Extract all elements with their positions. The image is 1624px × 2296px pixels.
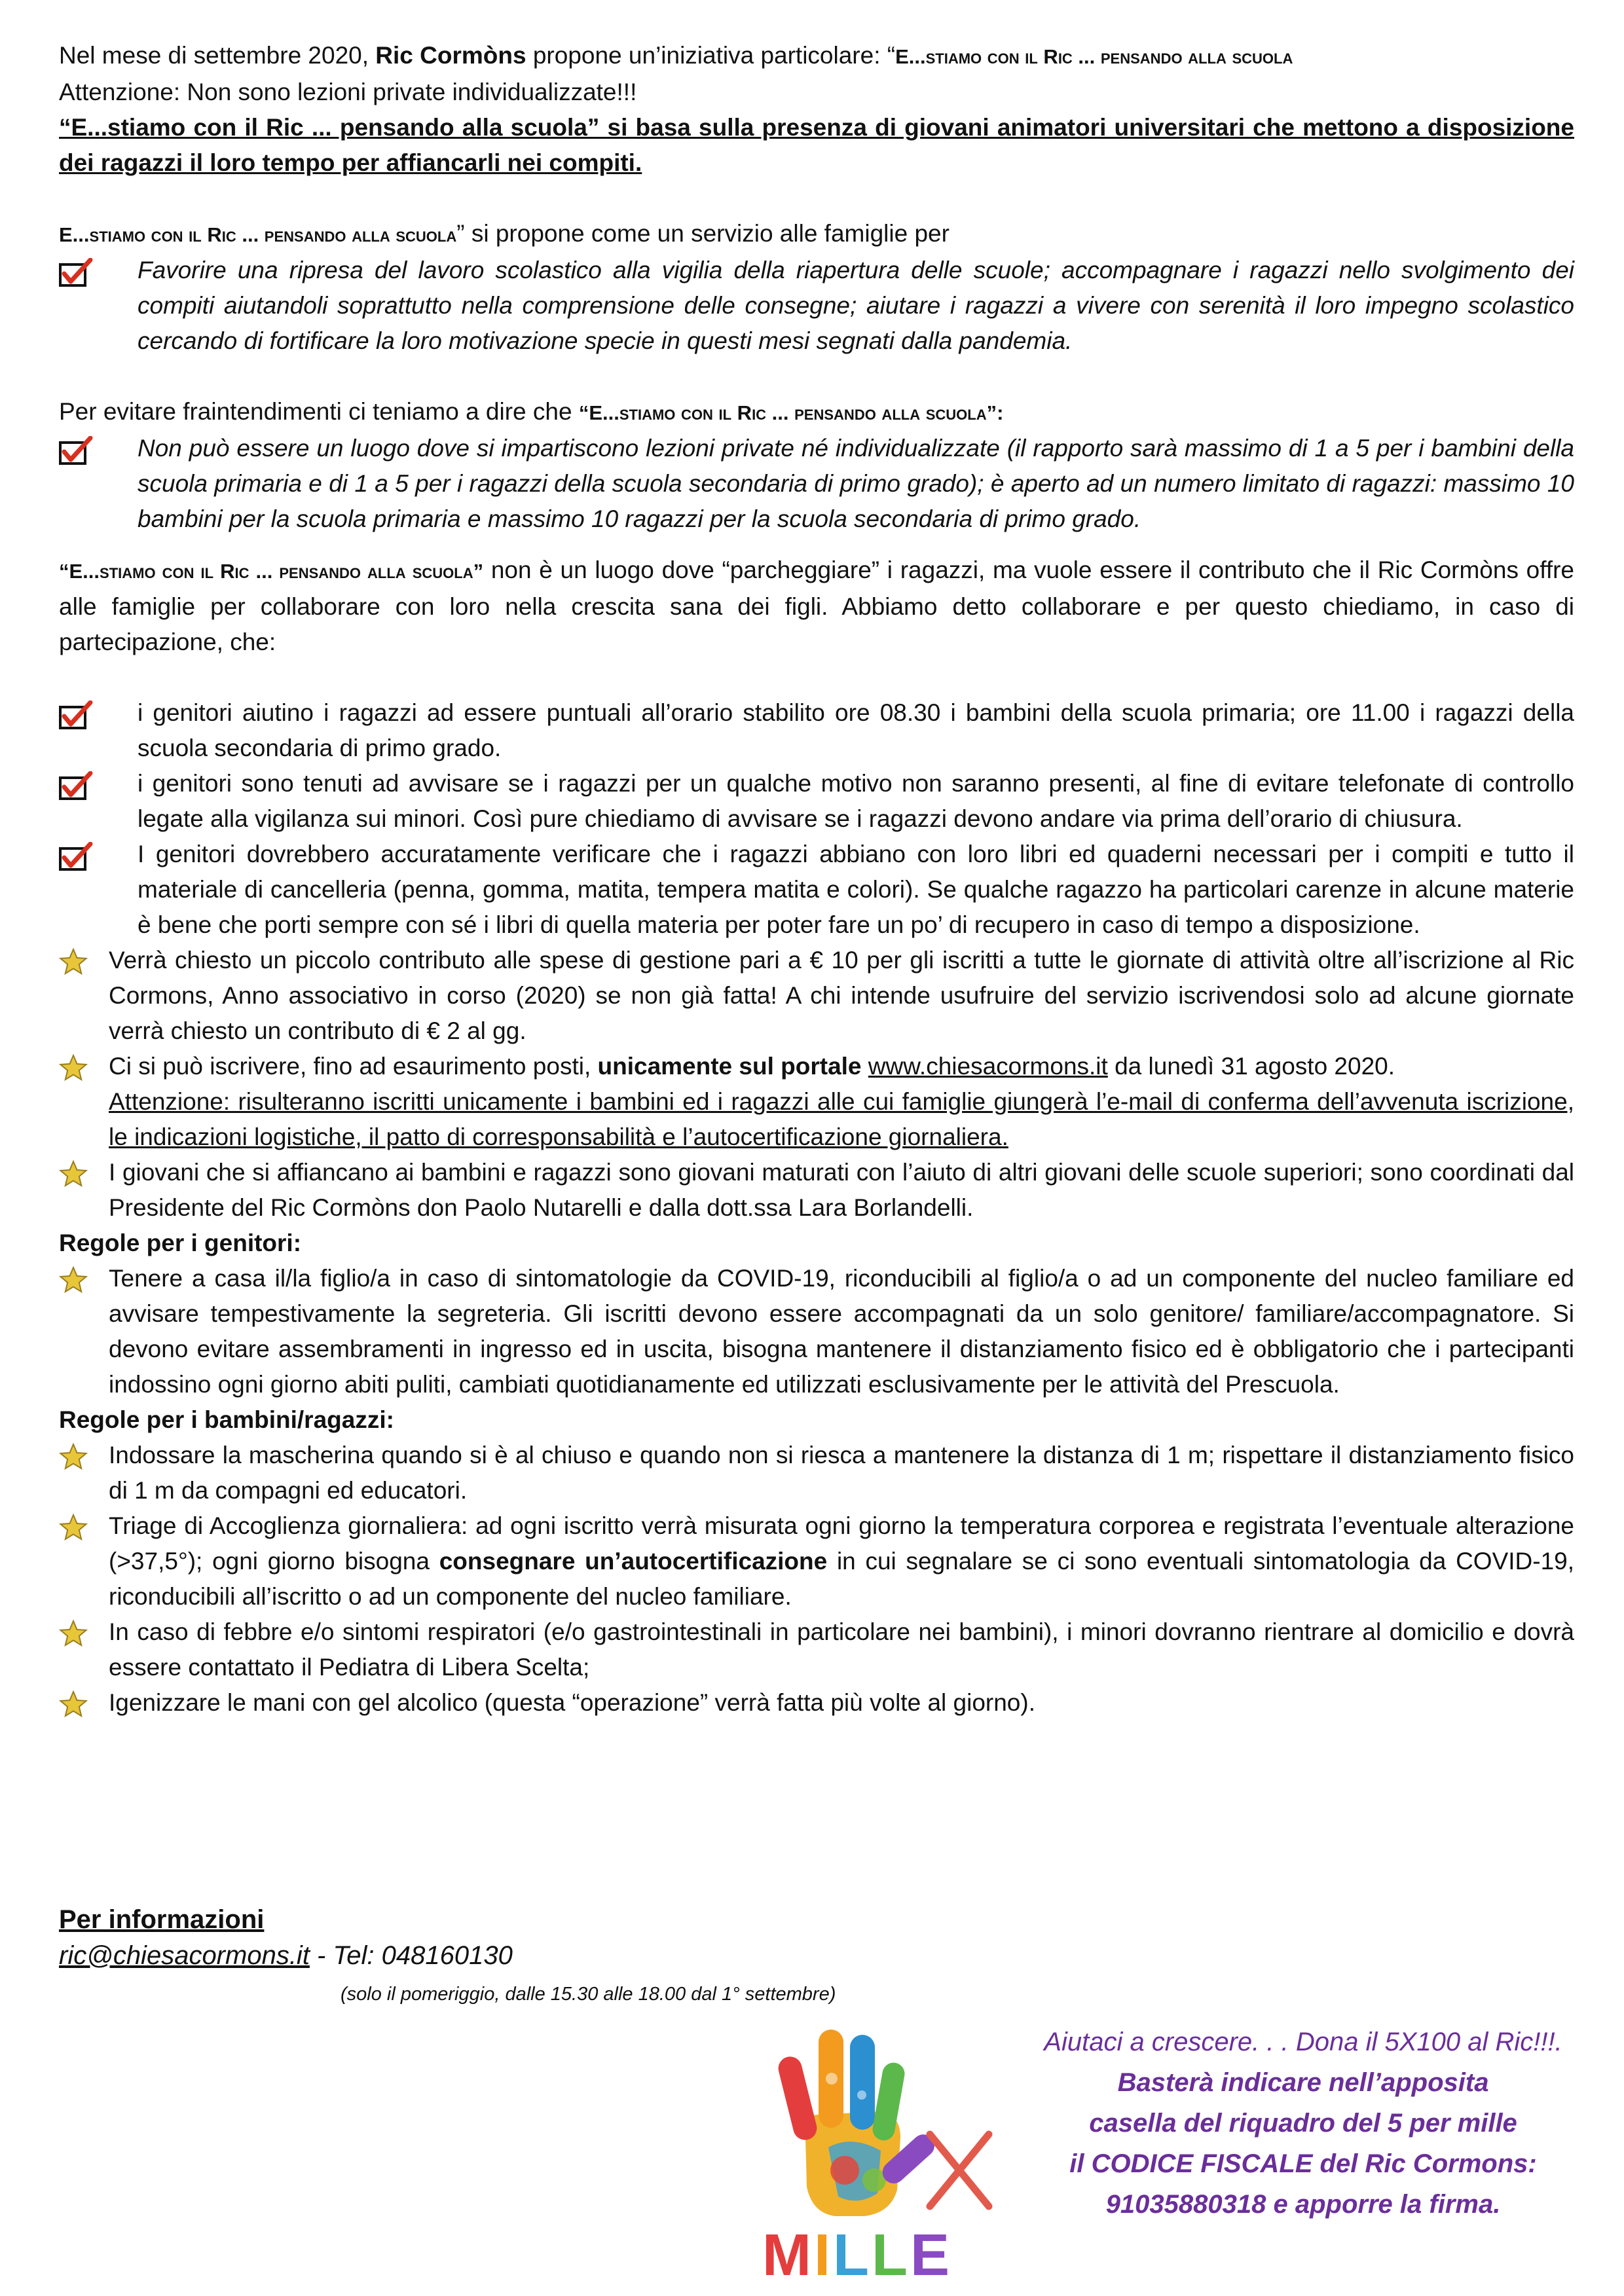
- purpose-lead: [59, 216, 1574, 253]
- purpose-item: [59, 253, 1574, 359]
- donate-line: 91035880318 e apporre la firma.: [1105, 2190, 1501, 2219]
- check-box-icon: [59, 431, 138, 465]
- clarify-lead: [59, 394, 1574, 431]
- clarify-item: [59, 431, 1574, 537]
- logo-letter: M: [762, 2223, 814, 2288]
- signup-note: Attenzione: risulteranno iscritti unicamente i bambini ed i ragazzi alle cui famiglie giungerà l’e-mail di conferma dell’avvenuta iscrizione, le indicazioni logistiche, il patto di corresponsabilità e l’autocertificazione giornaliera.: [109, 1088, 1574, 1150]
- info-heading: Per informazioni: [59, 1905, 265, 1934]
- star-icon: [59, 1261, 109, 1294]
- kids-rules-heading: Regole per i bambini/ragazzi:: [59, 1406, 394, 1433]
- star-icon: [59, 1438, 109, 1470]
- staff-text: I giovani che si affiancano ai bambini e ragazzi sono giovani maturati con l’aiuto di altri giovani delle scuole superiori; sono coordinati dal Presidente del Ric Cormòns don Paolo Nutarelli e dalla dott.ssa Lara Borlandelli.: [109, 1159, 1574, 1221]
- star-item: [59, 1261, 1574, 1402]
- check-box-icon: [59, 837, 138, 871]
- donation-appeal: [1035, 2022, 1572, 2225]
- check-text: i genitori aiutino i ragazzi ad essere puntuali all’orario stabilito ore 08.30 i bambini della scuola primaria; ore 11.00 i ragazzi della scuola secondaria di primo grado.: [138, 699, 1574, 761]
- donate-line: casella del riquadro del 5 per mille: [1089, 2109, 1517, 2138]
- intro-text-2: propone un’iniziativa particolare: “: [526, 42, 896, 69]
- star-icon: [59, 1508, 109, 1541]
- triage-text-2: in cui segnalare se ci sono eventuali sintomatologia da COVID-19, riconducibili all’iscritto o ad un componente del nucleo familiare.: [109, 1548, 1575, 1610]
- collab-paragraph: [59, 553, 1574, 660]
- check-item: [59, 695, 1574, 766]
- purpose-lead-text: ” si propone come un servizio alle famiglie per: [456, 220, 950, 247]
- logo-letter: I: [813, 2223, 833, 2288]
- star-icon: [59, 1049, 109, 1082]
- intro-text: Nel mese di settembre 2020,: [59, 42, 376, 69]
- contact-row: [59, 1941, 513, 1971]
- star-icon: [59, 1685, 109, 1718]
- check-text: I genitori dovrebbero accuratamente verificare che i ragazzi abbiano con loro libri ed quaderni necessari per i compiti e tutto il materiale di cancelleria (penna, gomma, matita, tempera matita e colori). Se qualche ragazzo ha particolari carenze in alcune materie è bene che porti sempre con sé i libri di quella materia per poter fare un po’ di recupero in caso di tempo a disposizione.: [138, 841, 1574, 938]
- mask-rule-text: Indossare la mascherina quando si è al chiuso e quando non si riesca a mantenere la distanza di 1 m; rispettare il distanziamento fisico di 1 m da compagni ed educatori.: [109, 1442, 1574, 1504]
- purpose-title: E...stiamo con il Ric ... pensando alla scuola: [59, 223, 457, 246]
- donate-line: Basterà indicare nell’apposita: [1117, 2068, 1489, 2097]
- clarify-title: “E...stiamo con il Ric ... pensando alla scuola”:: [578, 401, 1004, 424]
- parents-rule-text: Tenere a casa il/la figlio/a in caso di sintomatologie da COVID-19, riconducibili al figlio/a o ad un componente del nucleo familiare ed avvisare tempestivamente la segreteria. Gli iscritti devono essere accompagnati da un solo genitore/ familiare/accompagnatore. Si devono evitare assembramenti in ingresso ed in uscita, bisogna mantenere il distanziamento fisico ed è obbligatorio che i partecipanti indossino ogni giorno abiti puliti, cambiati quotidianamente ed utilizzati esclusivamente per le attività del Prescuola.: [109, 1265, 1574, 1398]
- logo-letter: L: [871, 2223, 910, 2288]
- star-icon: [59, 943, 109, 975]
- initiative-title: E...stiamo con il Ric ... pensando alla scuola: [895, 45, 1293, 68]
- star-icon: [59, 1614, 109, 1647]
- star-item: [59, 1155, 1574, 1226]
- five-per-mille-logo: [762, 2016, 1015, 2288]
- star-item: [59, 1438, 1574, 1508]
- contact-separator: -: [309, 1941, 333, 1970]
- donate-line: il CODICE FISCALE del Ric Cormons:: [1069, 2149, 1537, 2178]
- signup-bold: unicamente sul portale: [597, 1053, 862, 1080]
- signup-block: [109, 1049, 1574, 1155]
- star-item: [59, 1049, 1574, 1155]
- intro-line-1: [59, 38, 1574, 75]
- check-box-icon: [59, 766, 138, 800]
- clarify-lead-text: Per evitare fraintendimenti ci teniamo a dire che: [59, 398, 579, 425]
- star-icon: [59, 1155, 109, 1188]
- logo-letter: L: [833, 2223, 872, 2288]
- star-item: [59, 1685, 1574, 1721]
- phone-number: Tel: 048160130: [333, 1941, 513, 1970]
- intro-line-2: Attenzione: Non sono lezioni private individualizzate!!!: [59, 79, 637, 105]
- donate-line: Aiutaci a crescere. . . Dona il 5X100 al Ric!!!.: [1044, 2028, 1562, 2056]
- triage-text: Triage di Accoglienza giornaliera: ad ogni iscritto verrà misurata ogni giorno la temperatura corporea e registrata l’eventuale alterazione (>37,5°); ogni giorno bisogna: [109, 1512, 1574, 1575]
- logo-word: [762, 2223, 952, 2288]
- contribution-text: Verrà chiesto un piccolo contributo alle spese di gestione pari a € 10 per gli iscritti a tutte le giornate di attività oltre all’iscrizione al Ric Cormons, Anno associativo in corso (2020) se non già fatta! A chi intende usufruire del servizio iscrivendosi solo ad alcune giornate verrà chiesto un contributo di € 2 al gg.: [109, 947, 1574, 1044]
- org-name: Ric Cormòns: [375, 42, 526, 69]
- parents-rules-heading: Regole per i genitori:: [59, 1230, 302, 1256]
- triage-rule: [109, 1508, 1574, 1614]
- signup-text: Ci si può iscrivere, fino ad esaurimento posti,: [109, 1053, 598, 1080]
- collab-title: “E...stiamo con il Ric ... pensando alla scuola”: [59, 560, 484, 583]
- check-text: i genitori sono tenuti ad avvisare se i ragazzi per un qualche motivo non saranno presenti, al fine di evitare telefonate di controllo legate alla vigilanza sui minori. Così pure chiediamo di avvisare se i ragazzi devono andare via prima dell’orario di chiusura.: [138, 770, 1574, 832]
- signup-date: da lunedì 31 agosto 2020.: [1107, 1053, 1395, 1080]
- check-item: [59, 837, 1574, 943]
- star-item: [59, 1508, 1574, 1614]
- clarify-text: Non può essere un luogo dove si impartiscono lezioni private né individualizzate (il rapporto sarà massimo di 1 a 5 per i bambini della scuola primaria e di 1 a 5 per i ragazzi della scuola secondaria di primo grado); è aperto ad un numero limitato di ragazzi: massimo 10 bambini per la scuola primaria e massimo 10 ragazzi per la scuola secondaria di primo grado.: [138, 435, 1574, 532]
- star-item: [59, 1614, 1574, 1685]
- email-link[interactable]: ric@chiesacormons.it: [59, 1941, 310, 1970]
- check-box-icon: [59, 695, 138, 729]
- check-item: [59, 766, 1574, 837]
- purpose-text: Favorire una ripresa del lavoro scolastico alla vigilia della riapertura delle scuole; accompagnare i ragazzi nello svolgimento dei compiti aiutandoli soprattutto nella comprensione delle consegne; aiutare i ragazzi a vivere con serenità il loro impegno scolastico cercando di fortificare la loro motivazione specie in questi mesi segnati dalla pandemia.: [138, 257, 1574, 354]
- intro-line-3: “E...stiamo con il Ric ... pensando alla scuola” si basa sulla presenza di giovani animatori universitari che mettono a disposizione dei ragazzi il loro tempo per affiancarli nei compiti.: [59, 114, 1574, 176]
- triage-bold: consegnare un’autocertificazione: [439, 1548, 828, 1575]
- fever-rule-text: In caso di febbre e/o sintomi respiratori (e/o gastrointestinali in particolare nei bambini), i minori dovranno rientrare al domicilio e dovrà essere contattato il Pediatra di Libera Scelta;: [109, 1618, 1574, 1681]
- collab-text: non è un luogo dove “parcheggiare” i ragazzi, ma vuole essere il contributo che il Ric Cormòns offre alle famiglie per collaborare con loro nella crescita sana dei figli. Abbiamo detto collaborare e per questo chiediamo, in caso di partecipazione, che:: [59, 556, 1574, 655]
- spacer: [59, 181, 1574, 216]
- check-box-icon: [59, 253, 138, 287]
- spacer: [59, 660, 1574, 695]
- logo-letter: E: [910, 2223, 952, 2288]
- spacer: [59, 537, 1574, 553]
- hands-rule-text: Igenizzare le mani con gel alcolico (questa “operazione” verrà fatta più volte al giorno).: [109, 1689, 1035, 1716]
- document-body: [59, 38, 1574, 1721]
- info-hours: (solo il pomeriggio, dalle 15.30 alle 18.00 dal 1° settembre): [341, 1984, 836, 2005]
- spacer: [59, 359, 1574, 394]
- portal-link[interactable]: www.chiesacormons.it: [868, 1053, 1108, 1080]
- star-item: [59, 943, 1574, 1049]
